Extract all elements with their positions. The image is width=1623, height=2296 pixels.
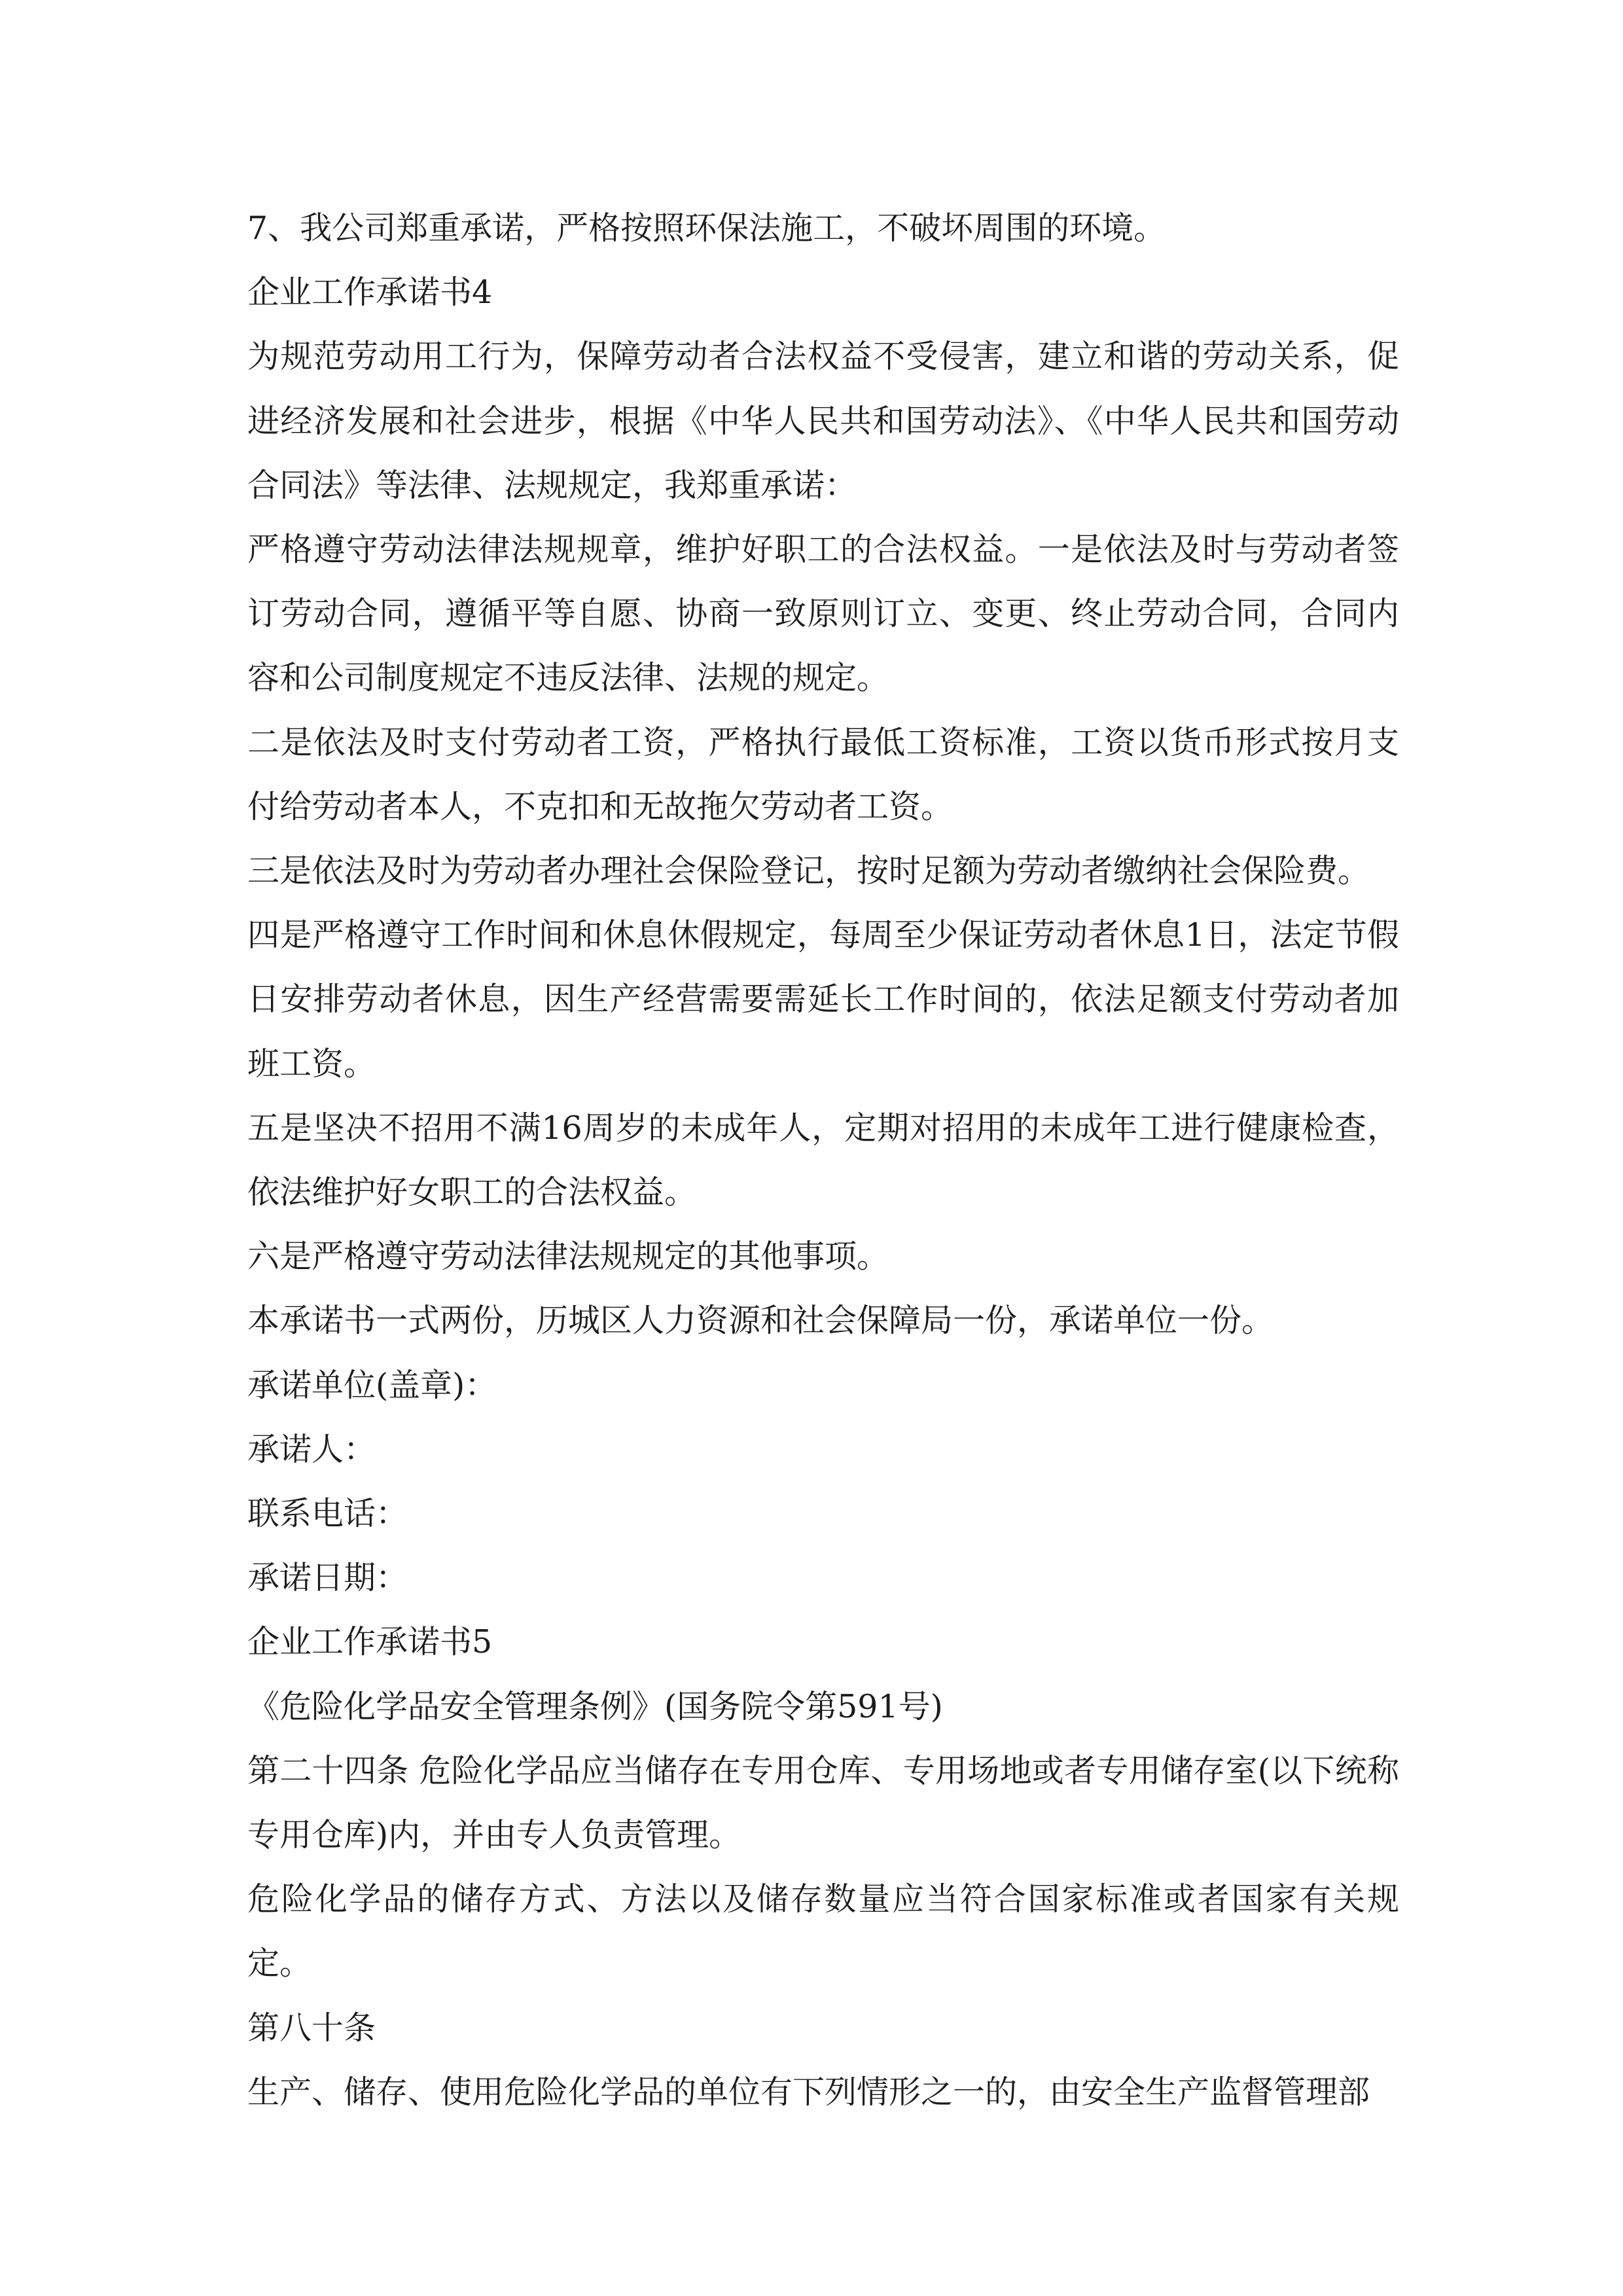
paragraph-commitment-7: 7、我公司郑重承诺，严格按照环保法施工，不破坏周围的环境。 — [247, 209, 1166, 247]
article-80-heading: 第八十条 — [247, 2009, 376, 2047]
article-80-text: 生产、储存、使用危险化学品的单位有下列情形之一的，由安全生产监督管理部 — [247, 2073, 1370, 2111]
regulation-title: 《危险化学品安全管理条例》(国务院令第591号) — [247, 1687, 943, 1725]
paragraph-intro: 为规范劳动用工行为，保障劳动者合法权益不受侵害，建立和谐的劳动关系，促进经济发展和社会进步，根据《中华人民共和国劳动法》、《中华人民共和国劳动合同法》等法律、法规规定，我郑重承诺： — [247, 338, 1399, 504]
article-24: 第二十四条 危险化学品应当储存在专用仓库、专用场地或者专用储存室(以下统称专用仓库)内，并由专人负责管理。 — [247, 1751, 1399, 1854]
section-heading-4: 企业工作承诺书4 — [247, 274, 493, 312]
paragraph-item-3: 三是依法及时为劳动者办理社会保险登记，按时足额为劳动者缴纳社会保险费。 — [247, 852, 1370, 890]
document-body — [247, 196, 1399, 2125]
signature-person-field: 承诺人： — [247, 1430, 376, 1468]
paragraph-item-4: 四是严格遵守工作时间和休息休假规定，每周至少保证劳动者休息1日，法定节假日安排劳动者休息，因生产经营需要需延长工作时间的，依法足额支付劳动者加班工资。 — [247, 916, 1399, 1083]
paragraph-item-6: 六是严格遵守劳动法律法规规定的其他事项。 — [247, 1238, 889, 1276]
signature-phone-field: 联系电话： — [247, 1495, 408, 1533]
section-heading-5: 企业工作承诺书5 — [247, 1623, 493, 1661]
paragraph-item-1: 严格遵守劳动法律法规规章，维护好职工的合法权益。一是依法及时与劳动者签订劳动合同，遵循平等自愿、协商一致原则订立、变更、终止劳动合同，合同内容和公司制度规定不违反法律、法规的规定。 — [247, 531, 1399, 697]
paragraph-item-2: 二是依法及时支付劳动者工资，严格执行最低工资标准，工资以货币形式按月支付给劳动者本人，不克扣和无故拖欠劳动者工资。 — [247, 723, 1399, 825]
paragraph-item-5: 五是坚决不招用不满16周岁的未成年人，定期对招用的未成年工进行健康检查，依法维护好女职工的合法权益。 — [247, 1109, 1399, 1211]
signature-date-field: 承诺日期： — [247, 1559, 408, 1597]
article-24-storage: 危险化学品的储存方式、方法以及储存数量应当符合国家标准或者国家有关规定。 — [247, 1880, 1399, 1982]
signature-unit-field: 承诺单位(盖章)： — [247, 1366, 497, 1404]
paragraph-copies: 本承诺书一式两份，历城区人力资源和社会保障局一份，承诺单位一份。 — [247, 1302, 1274, 1340]
